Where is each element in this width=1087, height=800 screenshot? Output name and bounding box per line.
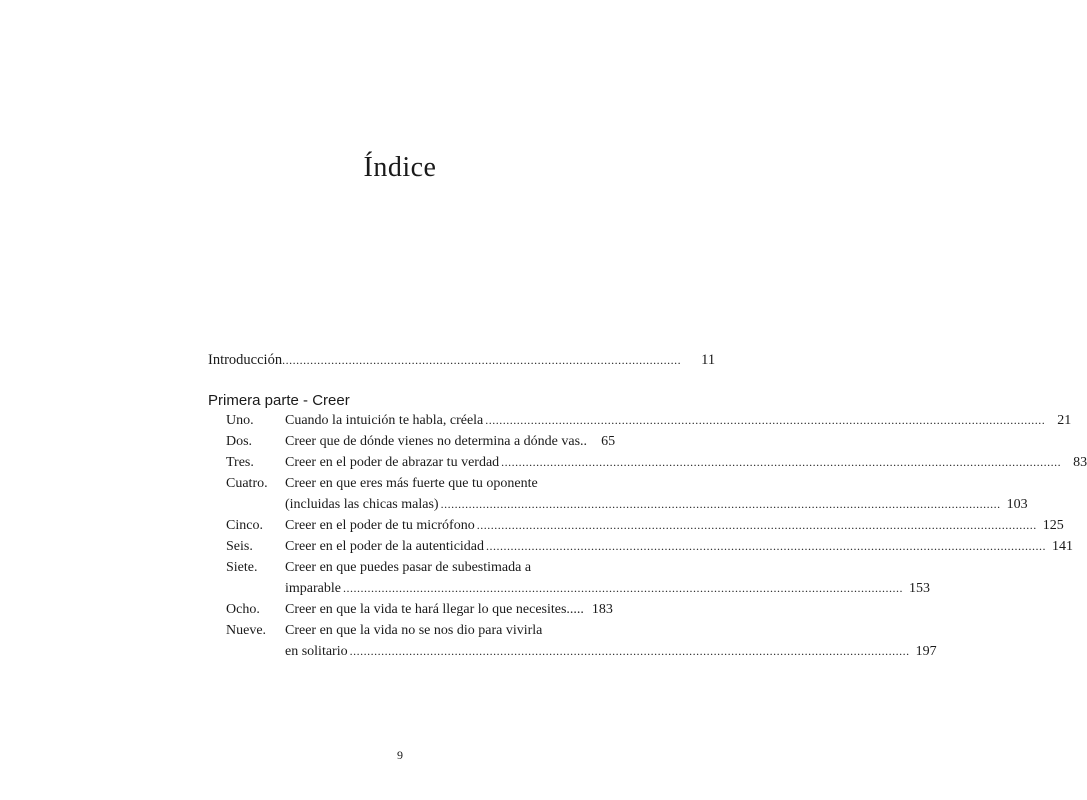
chapter-title-line (285, 434, 616, 455)
chapter-title-line (285, 560, 592, 581)
dot-leader: ................................................................................................................................................................ (349, 644, 910, 658)
chapter-title-line (285, 644, 937, 665)
chapter-page-number: 125 (1042, 518, 1064, 533)
dot-leader: ................................................................................................................................................................ (485, 413, 1046, 427)
chapter-page-number: 141 (1052, 539, 1074, 554)
chapter-page-number: 197 (915, 644, 937, 659)
chapter-title-line (285, 413, 1072, 434)
chapter-title-line (285, 539, 1074, 560)
chapter-title-text: Creer en que puedes pasar de subestimada a (285, 560, 532, 575)
chapter-page-number: 103 (1006, 497, 1028, 512)
dot-leader: ................................................................................................................................................................ (476, 518, 1037, 532)
toc-chapter-row (0, 623, 937, 665)
part-heading: Primera parte - Creer (208, 392, 350, 409)
chapter-title-line (285, 476, 592, 497)
toc-chapter-row (0, 413, 1072, 434)
intro-page-number: 11 (701, 352, 716, 368)
chapter-number: Seis. (226, 539, 253, 554)
toc-chapter-row (0, 434, 800, 455)
intro-label: Introducción (208, 352, 283, 368)
chapter-title-text: (incluidas las chicas malas) (285, 497, 439, 512)
toc-chapter-row (0, 518, 1064, 539)
toc-title: Índice (363, 152, 437, 183)
chapter-title-text: Creer en que la vida no se nos dio para vivirla (285, 623, 543, 638)
chapter-title-line (285, 497, 1028, 518)
dot-leader: .................................................................................................................. (282, 353, 682, 367)
chapter-title-line (285, 518, 1064, 539)
dot-leader: ................................................................................................................................................................ (486, 539, 1047, 553)
chapter-page-number: 153 (908, 581, 930, 596)
page-folio: 9 (397, 748, 403, 762)
chapter-number: Ocho. (226, 602, 260, 617)
chapter-title-line (285, 602, 613, 623)
chapter-page-number: 21 (1057, 413, 1072, 428)
toc-intro-row (208, 352, 716, 372)
chapter-number: Uno. (226, 413, 254, 428)
toc-chapter-row (0, 455, 1087, 476)
chapter-title-line (285, 455, 1087, 476)
chapter-title-text: Cuando la intuición te habla, créela (285, 413, 484, 428)
toc-chapter-row (0, 539, 1074, 560)
chapter-number: Tres. (226, 455, 254, 470)
chapter-number: Cinco. (226, 518, 263, 533)
chapter-page-number: 65 (601, 434, 616, 449)
chapter-title-line (285, 623, 592, 644)
chapter-title-text: Creer en el poder de abrazar tu verdad (285, 455, 500, 470)
chapter-page-number: 83 (1073, 455, 1087, 470)
chapter-title-text: en solitario (285, 644, 348, 659)
dot-leader: ................................................................................................................................................................ (440, 497, 1001, 511)
chapter-number: Cuatro. (226, 476, 268, 491)
toc-chapter-row (0, 560, 930, 602)
chapter-title-text: Creer en el poder de tu micrófono (285, 518, 475, 533)
dot-leader: ................................................................................................................................................................ (501, 455, 1062, 469)
chapter-title-line (285, 581, 930, 602)
chapter-number: Siete. (226, 560, 258, 575)
chapter-page-number: 183 (591, 602, 613, 617)
chapter-title-text: Creer en que eres más fuerte que tu oponente (285, 476, 538, 491)
chapter-title-text: Creer en que la vida te hará llegar lo que necesites..... (285, 602, 584, 617)
chapter-title-text: imparable (285, 581, 341, 596)
chapter-title-text: Creer que de dónde vienes no determina a dónde vas.. (285, 434, 588, 449)
dot-leader: ................................................................................................................................................................ (342, 581, 903, 595)
toc-chapter-row (0, 602, 800, 623)
chapter-number: Nueve. (226, 623, 267, 638)
chapter-number: Dos. (226, 434, 253, 449)
chapter-title-text: Creer en el poder de la autenticidad (285, 539, 485, 554)
toc-chapter-row (0, 476, 1028, 518)
